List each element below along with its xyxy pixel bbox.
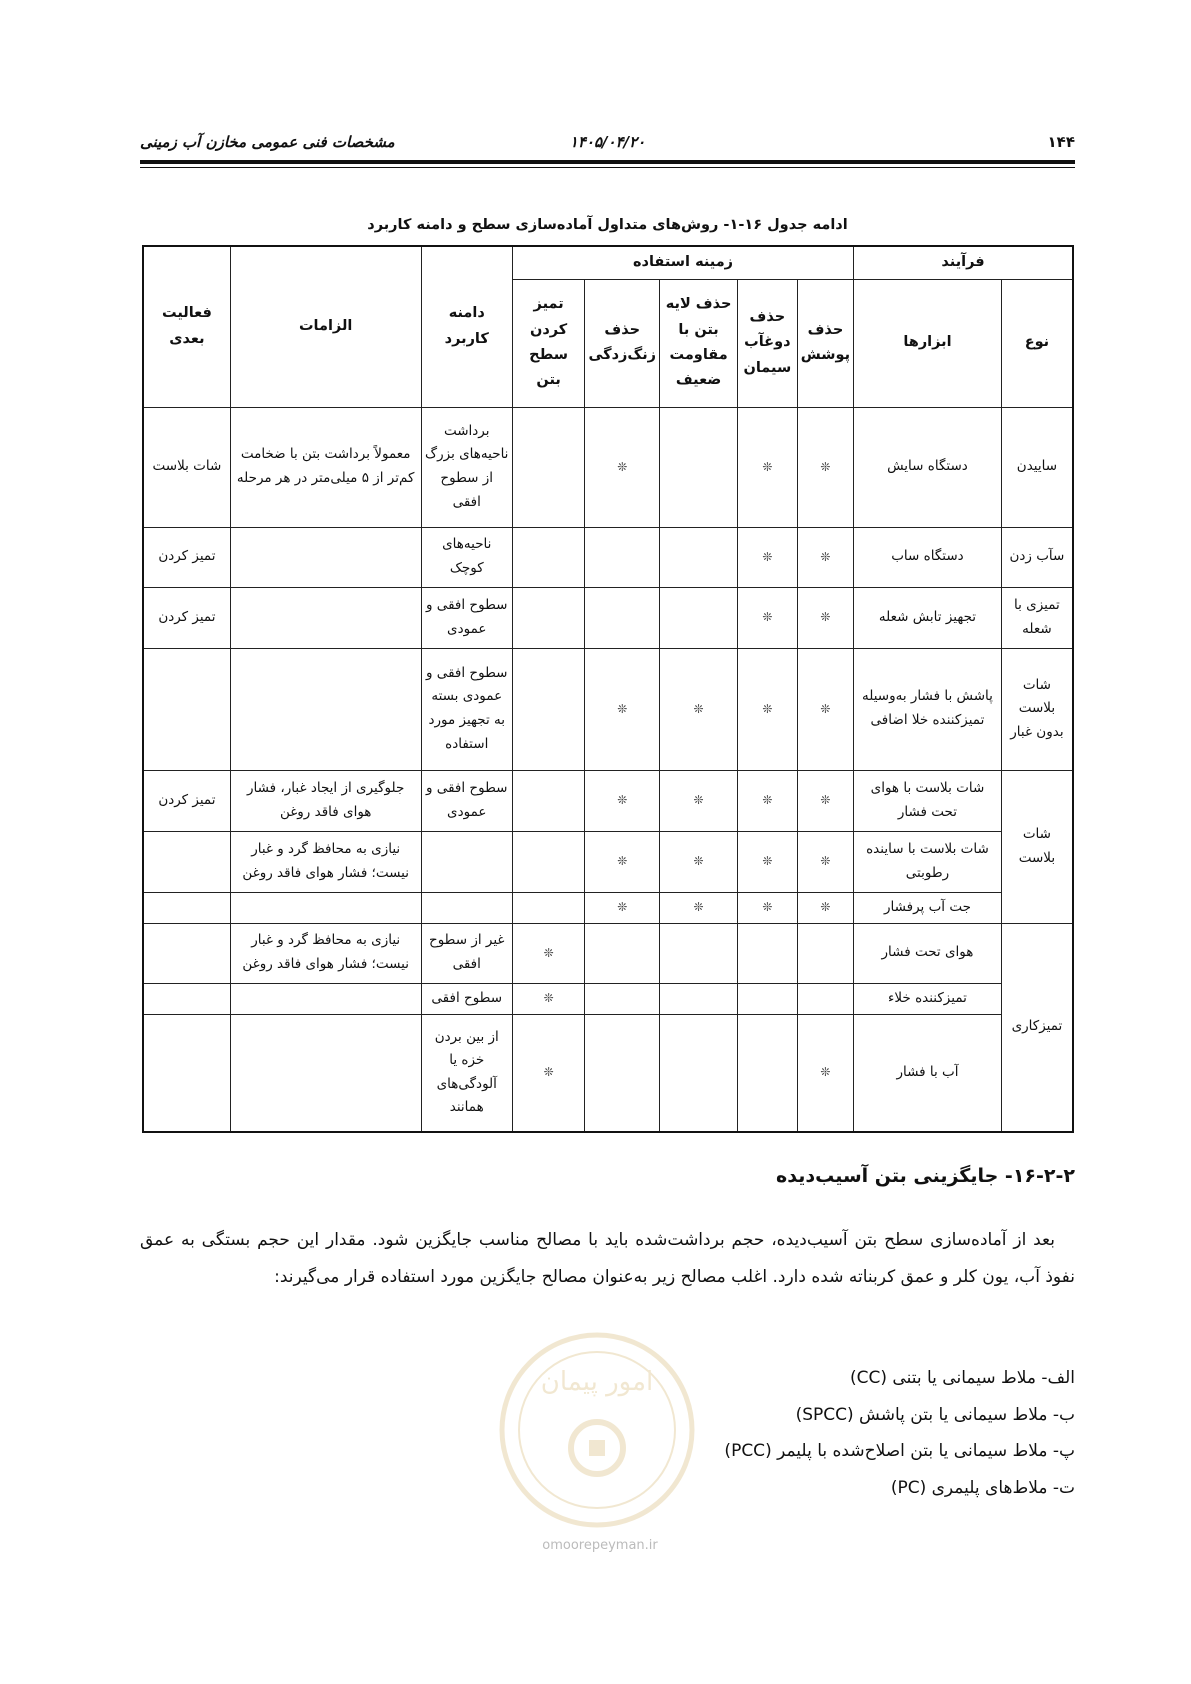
cell-tools: جت آب پرفشار [854, 892, 1002, 923]
cell-scope [421, 831, 512, 892]
cell-tools: دستگاه سایش [854, 407, 1002, 527]
next-activity-header: فعالیت بعدی [143, 246, 230, 407]
cell-requirements: معمولاً برداشت بتن با ضخامت کم‌تر از ۵ میلی‌متر در هر مرحله [230, 407, 421, 527]
clean-surface-header: تمیز کردن سطح بتن [512, 279, 584, 407]
cell-tools: دستگاه ساب [854, 527, 1002, 587]
cell-scope: سطوح افقی [421, 983, 512, 1014]
table-row [143, 527, 1073, 587]
empty-cell [512, 648, 584, 770]
cell-next [143, 831, 230, 892]
mark-remove-cover: ❊ [797, 770, 853, 831]
cell-tools: هوای تحت فشار [854, 923, 1002, 983]
cell-scope: سطوح افقی و عمودی بسته به تجهیز مورد استفاده [421, 648, 512, 770]
table-row [143, 1014, 1073, 1132]
cell-requirements: نیازی به محافظ گرد و غبار نیست؛ فشار هوای فاقد روغن [230, 831, 421, 892]
watermark-seal [497, 1330, 697, 1530]
cell-tools: شات بلاست با هوای تحت فشار [854, 770, 1002, 831]
remove-cover-header: حذف پوشش [797, 279, 853, 407]
empty-cell [585, 527, 660, 587]
cell-next: تمیز کردن [143, 587, 230, 648]
empty-cell [797, 923, 853, 983]
mark-remove-weak-layer: ❊ [660, 892, 738, 923]
table-row [143, 831, 1073, 892]
cell-tools: تجهیز تابش شعله [854, 587, 1002, 648]
table-row [143, 770, 1073, 831]
requirements-header: الزامات [230, 246, 421, 407]
cell-requirements: جلوگیری از ایجاد غبار، فشار هوای فاقد روغن [230, 770, 421, 831]
cell-tools: تمیزکننده خلاء [854, 983, 1002, 1014]
mark-remove-rust: ❊ [585, 770, 660, 831]
empty-cell [512, 527, 584, 587]
section-title: ۱۶-۲-۲- جایگزینی بتن آسیب‌دیده [776, 1165, 1075, 1187]
section-paragraph: بعد از آماده‌سازی سطح بتن آسیب‌دیده، حجم برداشت‌شده باید با مصالح مناسب جایگزین شود. مقدار این حجم بستگی به عمق نفوذ آب، یون کلر و عمق کربناته شده دارد. اغلب مصالح زیر به‌عنوان مصالح جایگزین مورد استفاده قرار می‌گیرند: [140, 1230, 1075, 1288]
cell-requirements [230, 1014, 421, 1132]
cell-type: شات بلاست [1001, 770, 1073, 923]
mark-remove-cover: ❊ [797, 527, 853, 587]
list-item: ت- ملاط‌های پلیمری (PC) [890, 1477, 1075, 1498]
mark-remove-cover: ❊ [797, 831, 853, 892]
header-rule-thick [140, 160, 1075, 164]
cell-type: سآب زدن [1001, 527, 1073, 587]
empty-cell [512, 587, 584, 648]
mark-remove-laitance: ❊ [737, 770, 797, 831]
mark-remove-cover: ❊ [797, 407, 853, 527]
mark-remove-laitance: ❊ [737, 892, 797, 923]
cell-next: شات بلاست [143, 407, 230, 527]
mark-remove-cover: ❊ [797, 648, 853, 770]
empty-cell [660, 983, 738, 1014]
cell-next [143, 923, 230, 983]
cell-scope: ناحیه‌های کوچک [421, 527, 512, 587]
cell-requirements [230, 648, 421, 770]
cell-tools: شات بلاست با ساینده رطوبتی [854, 831, 1002, 892]
empty-cell [512, 831, 584, 892]
mark-clean-surface: ❊ [512, 923, 584, 983]
mark-remove-rust: ❊ [585, 892, 660, 923]
table-header-row-1 [143, 246, 1073, 279]
mark-remove-weak-layer: ❊ [660, 648, 738, 770]
cell-scope [421, 892, 512, 923]
table-caption: ادامه جدول ۱۶-۱- روش‌های متداول آماده‌سازی سطح و دامنه کاربرد [367, 217, 848, 233]
empty-cell [660, 923, 738, 983]
cell-scope: سطوح افقی و عمودی [421, 587, 512, 648]
cell-scope: از بین بردن خزه یا آلودگی‌های همانند [421, 1014, 512, 1132]
mark-remove-laitance: ❊ [737, 407, 797, 527]
table-row [143, 648, 1073, 770]
mark-remove-weak-layer: ❊ [660, 770, 738, 831]
empty-cell [797, 983, 853, 1014]
empty-cell [512, 407, 584, 527]
list-item: پ- ملاط سیمانی یا بتن اصلاح‌شده با پلیمر (PCC) [724, 1441, 1075, 1462]
empty-cell [585, 983, 660, 1014]
page-header [140, 133, 1075, 155]
cell-next [143, 1014, 230, 1132]
cell-next [143, 648, 230, 770]
empty-cell [660, 587, 738, 648]
cell-type: تمیزکاری [1001, 923, 1073, 1132]
header-rule-thin [140, 167, 1075, 168]
empty-cell [737, 983, 797, 1014]
empty-cell [660, 1014, 738, 1132]
cell-next [143, 983, 230, 1014]
header-date: ۱۴۰۵/۰۴/۲۰ [569, 133, 646, 151]
empty-cell [660, 407, 738, 527]
mark-clean-surface: ❊ [512, 983, 584, 1014]
cell-type: شات بلاست بدون غبار [1001, 648, 1073, 770]
table-row [143, 892, 1073, 923]
mark-remove-rust: ❊ [585, 407, 660, 527]
empty-cell [585, 587, 660, 648]
cell-tools: آب با فشار [854, 1014, 1002, 1132]
cell-requirements [230, 983, 421, 1014]
document-title: مشخصات فنی عمومی مخازن آب زمینی [140, 133, 395, 151]
empty-cell [660, 527, 738, 587]
remove-weak-layer-header: حذف لایه بتن با مقاومت ضعیف [660, 279, 738, 407]
table-row [143, 923, 1073, 983]
group-process-header: فرآیند [854, 246, 1073, 279]
empty-cell [585, 923, 660, 983]
surface-prep-table [142, 245, 1074, 1133]
cell-tools: پاشش با فشار به‌وسیله تمیزکننده خلا اضافی [854, 648, 1002, 770]
type-header: نوع [1001, 279, 1073, 407]
mark-remove-weak-layer: ❊ [660, 831, 738, 892]
cell-scope: غیر از سطوح افقی [421, 923, 512, 983]
mark-remove-cover: ❊ [797, 587, 853, 648]
cell-requirements [230, 527, 421, 587]
tools-header: ابزارها [854, 279, 1002, 407]
cell-scope: برداشت ناحیه‌های بزرگ از سطوح افقی [421, 407, 512, 527]
empty-cell [512, 770, 584, 831]
cell-requirements: نیازی به محافظ گرد و غبار نیست؛ فشار هوای فاقد روغن [230, 923, 421, 983]
watermark-url: omoorepeyman.ir [542, 1538, 658, 1553]
cell-requirements [230, 892, 421, 923]
empty-cell [737, 923, 797, 983]
cell-type: تمیزی با شعله [1001, 587, 1073, 648]
cell-requirements [230, 587, 421, 648]
cell-scope: سطوح افقی و عمودی [421, 770, 512, 831]
mark-clean-surface: ❊ [512, 1014, 584, 1132]
mark-remove-laitance: ❊ [737, 648, 797, 770]
mark-remove-laitance: ❊ [737, 587, 797, 648]
table-row [143, 587, 1073, 648]
empty-cell [585, 1014, 660, 1132]
watermark-seal-text: امور پیمان [540, 1367, 654, 1397]
mark-remove-cover: ❊ [797, 892, 853, 923]
empty-cell [512, 892, 584, 923]
cell-type: ساییدن [1001, 407, 1073, 527]
mark-remove-laitance: ❊ [737, 527, 797, 587]
list-item: ب- ملاط سیمانی یا بتن پاشش (SPCC) [795, 1404, 1075, 1425]
remove-rust-header: حذف زنگ‌زدگی [585, 279, 660, 407]
page-number: ۱۴۴ [1047, 133, 1075, 151]
cell-next: تمیز کردن [143, 770, 230, 831]
mark-remove-rust: ❊ [585, 648, 660, 770]
mark-remove-cover: ❊ [797, 1014, 853, 1132]
group-usage-header: زمینه استفاده [512, 246, 853, 279]
table-row [143, 983, 1073, 1014]
empty-cell [737, 1014, 797, 1132]
list-item: الف- ملاط سیمانی یا بتنی (CC) [849, 1368, 1075, 1388]
cell-next [143, 892, 230, 923]
table-row [143, 407, 1073, 527]
mark-remove-rust: ❊ [585, 831, 660, 892]
scope-header: دامنه کاربرد [421, 246, 512, 407]
mark-remove-laitance: ❊ [737, 831, 797, 892]
remove-laitance-header: حذف دوغآب سیمان [737, 279, 797, 407]
cell-next: تمیز کردن [143, 527, 230, 587]
